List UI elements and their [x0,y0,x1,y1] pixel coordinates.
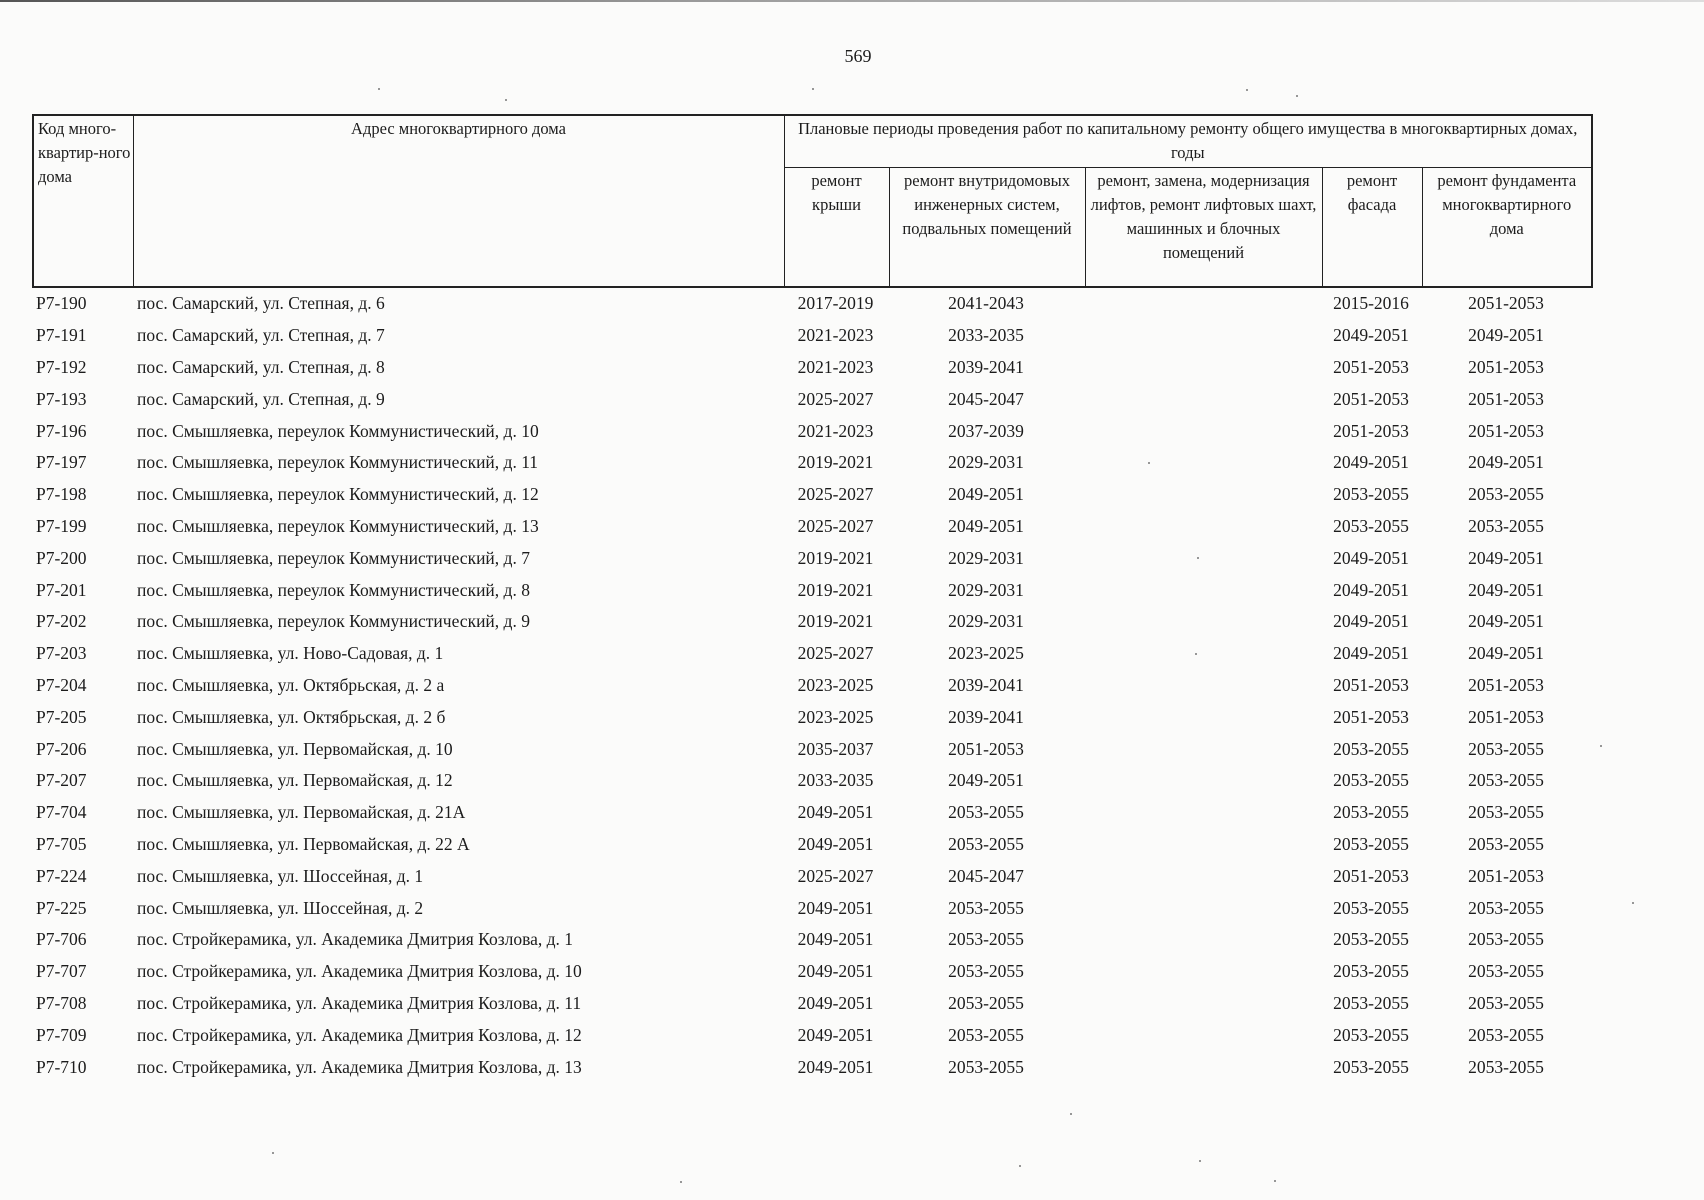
row-systems-period: 2029-2031 [948,547,1024,568]
row-systems-period: 2039-2041 [948,356,1024,377]
row-address: пос. Стройкерамика, ул. Академика Дмитрия Козлова, д. 12 [137,1024,582,1045]
row-lifts-period [1084,892,1321,924]
table-row [32,383,1591,415]
row-systems-period: 2053-2055 [948,1056,1024,1077]
scan-speck [1070,1113,1072,1115]
row-systems-period: 2049-2051 [948,770,1024,791]
row-facade-period: 2049-2051 [1333,452,1409,473]
row-lifts-period [1084,511,1321,543]
row-systems-period: 2041-2043 [948,293,1024,314]
row-lifts-period [1084,701,1321,733]
row-facade-period: 2053-2055 [1333,770,1409,791]
scan-speck [680,1181,682,1183]
row-lifts-period [1084,956,1321,988]
row-lifts-period [1084,288,1321,320]
row-address: пос. Смышляевка, ул. Первомайская, д. 12 [137,770,453,791]
table-row [32,1051,1591,1083]
scan-speck [1296,95,1298,97]
row-roof-period: 2049-2051 [797,1056,874,1077]
row-lifts-period [1084,924,1321,956]
header-code: Код много-квартир-ного дома [33,115,133,287]
row-code: Р7-225 [36,897,87,918]
row-address: пос. Смышляевка, ул. Октябрьская, д. 2 а [137,674,445,695]
row-roof-period: 2023-2025 [797,674,874,695]
row-address: пос. Смышляевка, ул. Шоссейная, д. 2 [137,897,424,918]
table-row [32,956,1591,988]
row-roof-period: 2025-2027 [797,484,874,505]
row-address: пос. Самарский, ул. Степная, д. 8 [137,356,385,377]
table-row [32,352,1591,384]
row-facade-period: 2051-2053 [1333,865,1409,886]
row-roof-period: 2049-2051 [797,897,874,918]
row-address: пос. Смышляевка, переулок Коммунистический, д. 9 [137,611,530,632]
row-lifts-period [1084,542,1321,574]
row-facade-period: 2049-2051 [1333,579,1409,600]
row-facade-period: 2053-2055 [1333,515,1409,536]
header-lifts: ремонт, замена, модернизация лифтов, ремонт лифтовых шахт, машинных и блочных помещений [1085,167,1322,287]
row-foundation-period: 2053-2055 [1468,484,1544,505]
row-facade-period: 2049-2051 [1333,611,1409,632]
row-foundation-period: 2053-2055 [1468,992,1544,1013]
table-row [32,988,1591,1020]
row-lifts-period [1084,352,1321,384]
row-lifts-period [1084,765,1321,797]
row-address: пос. Самарский, ул. Степная, д. 7 [137,325,385,346]
row-roof-period: 2019-2021 [797,452,874,473]
row-facade-period: 2053-2055 [1333,484,1409,505]
row-facade-period: 2053-2055 [1333,929,1409,950]
row-lifts-period [1084,447,1321,479]
row-lifts-period [1084,415,1321,447]
row-foundation-period: 2051-2053 [1468,356,1544,377]
row-systems-period: 2029-2031 [948,611,1024,632]
row-code: Р7-204 [36,674,87,695]
row-address: пос. Стройкерамика, ул. Академика Дмитрия Козлова, д. 10 [137,961,582,982]
row-systems-period: 2023-2025 [948,643,1024,664]
header-roof: ремонт крыши [784,167,889,287]
row-lifts-period [1084,479,1321,511]
row-facade-period: 2053-2055 [1333,1056,1409,1077]
page-number: 569 [844,46,872,66]
table-row [32,606,1591,638]
row-foundation-period: 2049-2051 [1468,325,1544,346]
row-foundation-period: 2051-2053 [1468,293,1544,314]
row-lifts-period [1084,733,1321,765]
table-row [32,924,1591,956]
row-code: Р7-197 [36,452,87,473]
table-row [32,288,1591,320]
table-row [32,860,1591,892]
row-code: Р7-224 [36,865,87,886]
row-address: пос. Смышляевка, переулок Коммунистический, д. 8 [137,579,530,600]
row-facade-period: 2051-2053 [1333,388,1409,409]
row-code: Р7-707 [36,961,87,982]
row-lifts-period [1084,670,1321,702]
row-address: пос. Смышляевка, переулок Коммунистический, д. 10 [137,420,539,441]
row-roof-period: 2025-2027 [797,515,874,536]
table-row [32,415,1591,447]
row-address: пос. Стройкерамика, ул. Академика Дмитрия Козлова, д. 11 [137,992,582,1013]
table-row [32,701,1591,733]
data-table [32,288,1591,1083]
row-roof-period: 2049-2051 [797,992,874,1013]
row-systems-period: 2039-2041 [948,706,1024,727]
row-roof-period: 2025-2027 [797,865,874,886]
row-foundation-period: 2051-2053 [1468,706,1544,727]
row-systems-period: 2045-2047 [948,388,1024,409]
row-facade-period: 2049-2051 [1333,325,1409,346]
row-address: пос. Смышляевка, ул. Шоссейная, д. 1 [137,865,424,886]
row-address: пос. Самарский, ул. Степная, д. 9 [137,388,385,409]
row-systems-period: 2053-2055 [948,961,1024,982]
row-code: Р7-207 [36,770,87,791]
row-facade-period: 2053-2055 [1333,802,1409,823]
row-roof-period: 2049-2051 [797,1024,874,1045]
row-code: Р7-206 [36,738,87,759]
row-lifts-period [1084,383,1321,415]
scan-speck [1246,89,1248,91]
scan-speck [1600,745,1602,747]
row-facade-period: 2053-2055 [1333,1024,1409,1045]
row-foundation-period: 2049-2051 [1468,547,1544,568]
row-facade-period: 2053-2055 [1333,961,1409,982]
table-header [32,114,1593,288]
row-foundation-period: 2053-2055 [1468,738,1544,759]
row-systems-period: 2029-2031 [948,452,1024,473]
row-foundation-period: 2049-2051 [1468,611,1544,632]
row-systems-period: 2029-2031 [948,579,1024,600]
row-code: Р7-205 [36,706,87,727]
row-roof-period: 2021-2023 [797,356,874,377]
row-foundation-period: 2053-2055 [1468,897,1544,918]
table-row [32,320,1591,352]
row-address: пос. Смышляевка, переулок Коммунистический, д. 11 [137,452,539,473]
row-code: Р7-710 [36,1056,87,1077]
row-foundation-period: 2053-2055 [1468,1056,1544,1077]
row-address: пос. Смышляевка, переулок Коммунистический, д. 7 [137,547,530,568]
row-foundation-period: 2051-2053 [1468,420,1544,441]
header-periods: Плановые периоды проведения работ по капитальному ремонту общего имущества в многоквартирных домах, годы [784,115,1592,167]
table-row [32,479,1591,511]
scan-speck [1019,1165,1021,1167]
row-facade-period: 2051-2053 [1333,706,1409,727]
row-foundation-period: 2049-2051 [1468,643,1544,664]
row-roof-period: 2023-2025 [797,706,874,727]
row-roof-period: 2049-2051 [797,833,874,854]
row-code: Р7-203 [36,643,87,664]
row-systems-period: 2039-2041 [948,674,1024,695]
row-address: пос. Самарский, ул. Степная, д. 6 [137,293,385,314]
row-foundation-period: 2049-2051 [1468,579,1544,600]
row-roof-period: 2017-2019 [797,293,874,314]
table-row [32,574,1591,606]
row-systems-period: 2045-2047 [948,865,1024,886]
scan-speck [1195,653,1197,655]
row-lifts-period [1084,988,1321,1020]
row-address: пос. Смышляевка, ул. Ново-Садовая, д. 1 [137,643,444,664]
scan-speck [505,99,507,101]
row-code: Р7-705 [36,833,87,854]
scan-speck [1632,902,1634,904]
row-foundation-period: 2053-2055 [1468,770,1544,791]
row-code: Р7-196 [36,420,87,441]
row-roof-period: 2049-2051 [797,961,874,982]
table-row [32,447,1591,479]
row-facade-period: 2053-2055 [1333,897,1409,918]
header-foundation: ремонт фундамента многоквартирного дома [1422,167,1592,287]
table-row [32,670,1591,702]
row-code: Р7-201 [36,579,87,600]
table-row [32,638,1591,670]
row-foundation-period: 2053-2055 [1468,1024,1544,1045]
row-foundation-period: 2053-2055 [1468,833,1544,854]
row-systems-period: 2037-2039 [948,420,1024,441]
row-lifts-period [1084,574,1321,606]
row-roof-period: 2021-2023 [797,420,874,441]
row-code: Р7-708 [36,992,87,1013]
row-foundation-period: 2053-2055 [1468,802,1544,823]
scan-edge [0,0,1704,2]
row-facade-period: 2049-2051 [1333,547,1409,568]
row-lifts-period [1084,829,1321,861]
row-lifts-period [1084,1019,1321,1051]
row-systems-period: 2053-2055 [948,1024,1024,1045]
header-systems: ремонт внутридомовых инженерных систем, подвальных помещений [889,167,1085,287]
row-code: Р7-198 [36,484,87,505]
row-lifts-period [1084,797,1321,829]
header-facade: ремонт фасада [1322,167,1422,287]
row-facade-period: 2051-2053 [1333,420,1409,441]
row-code: Р7-191 [36,325,87,346]
table-row [32,797,1591,829]
scan-speck [378,88,380,90]
header-address: Адрес многоквартирного дома [133,115,784,287]
row-systems-period: 2049-2051 [948,515,1024,536]
row-foundation-period: 2053-2055 [1468,515,1544,536]
row-address: пос. Смышляевка, ул. Первомайская, д. 10 [137,738,453,759]
row-roof-period: 2049-2051 [797,929,874,950]
row-code: Р7-199 [36,515,87,536]
row-facade-period: 2051-2053 [1333,356,1409,377]
row-lifts-period [1084,320,1321,352]
row-systems-period: 2053-2055 [948,833,1024,854]
scan-speck [272,1152,274,1154]
row-roof-period: 2021-2023 [797,325,874,346]
row-code: Р7-190 [36,293,87,314]
row-facade-period: 2053-2055 [1333,833,1409,854]
row-roof-period: 2035-2037 [797,738,874,759]
row-facade-period: 2049-2051 [1333,643,1409,664]
row-systems-period: 2053-2055 [948,929,1024,950]
row-foundation-period: 2051-2053 [1468,674,1544,695]
row-systems-period: 2049-2051 [948,484,1024,505]
row-systems-period: 2053-2055 [948,802,1024,823]
scan-speck [1199,1160,1201,1162]
row-systems-period: 2051-2053 [948,738,1024,759]
row-facade-period: 2051-2053 [1333,674,1409,695]
row-address: пос. Стройкерамика, ул. Академика Дмитрия Козлова, д. 1 [137,929,574,950]
row-lifts-period [1084,638,1321,670]
row-systems-period: 2053-2055 [948,992,1024,1013]
table-row [32,892,1591,924]
row-lifts-period [1084,860,1321,892]
scan-speck [812,88,814,90]
row-code: Р7-202 [36,611,87,632]
row-foundation-period: 2051-2053 [1468,388,1544,409]
scan-speck [1274,1180,1276,1182]
table-row [32,511,1591,543]
row-roof-period: 2025-2027 [797,388,874,409]
row-address: пос. Смышляевка, ул. Первомайская, д. 21А [137,802,466,823]
row-address: пос. Смышляевка, ул. Октябрьская, д. 2 б [137,706,446,727]
table-row [32,733,1591,765]
row-systems-period: 2053-2055 [948,897,1024,918]
table-row [32,829,1591,861]
row-code: Р7-192 [36,356,87,377]
row-code: Р7-193 [36,388,87,409]
row-address: пос. Стройкерамика, ул. Академика Дмитрия Козлова, д. 13 [137,1056,582,1077]
row-roof-period: 2033-2035 [797,770,874,791]
row-lifts-period [1084,1051,1321,1083]
row-lifts-period [1084,606,1321,638]
row-address: пос. Смышляевка, ул. Первомайская, д. 22 А [137,833,470,854]
row-roof-period: 2019-2021 [797,611,874,632]
row-systems-period: 2033-2035 [948,325,1024,346]
row-facade-period: 2015-2016 [1333,293,1409,314]
row-roof-period: 2049-2051 [797,802,874,823]
table-row [32,1019,1591,1051]
table-row [32,765,1591,797]
row-address: пос. Смышляевка, переулок Коммунистический, д. 12 [137,484,539,505]
row-code: Р7-706 [36,929,87,950]
table-row [32,542,1591,574]
row-facade-period: 2053-2055 [1333,992,1409,1013]
row-roof-period: 2019-2021 [797,579,874,600]
row-foundation-period: 2053-2055 [1468,929,1544,950]
row-roof-period: 2019-2021 [797,547,874,568]
row-foundation-period: 2053-2055 [1468,961,1544,982]
row-code: Р7-704 [36,802,87,823]
row-roof-period: 2025-2027 [797,643,874,664]
scan-speck [1148,462,1150,464]
row-facade-period: 2053-2055 [1333,738,1409,759]
scan-speck [1197,557,1199,559]
row-code: Р7-200 [36,547,87,568]
row-code: Р7-709 [36,1024,87,1045]
row-address: пос. Смышляевка, переулок Коммунистический, д. 13 [137,515,539,536]
row-foundation-period: 2049-2051 [1468,452,1544,473]
row-foundation-period: 2051-2053 [1468,865,1544,886]
